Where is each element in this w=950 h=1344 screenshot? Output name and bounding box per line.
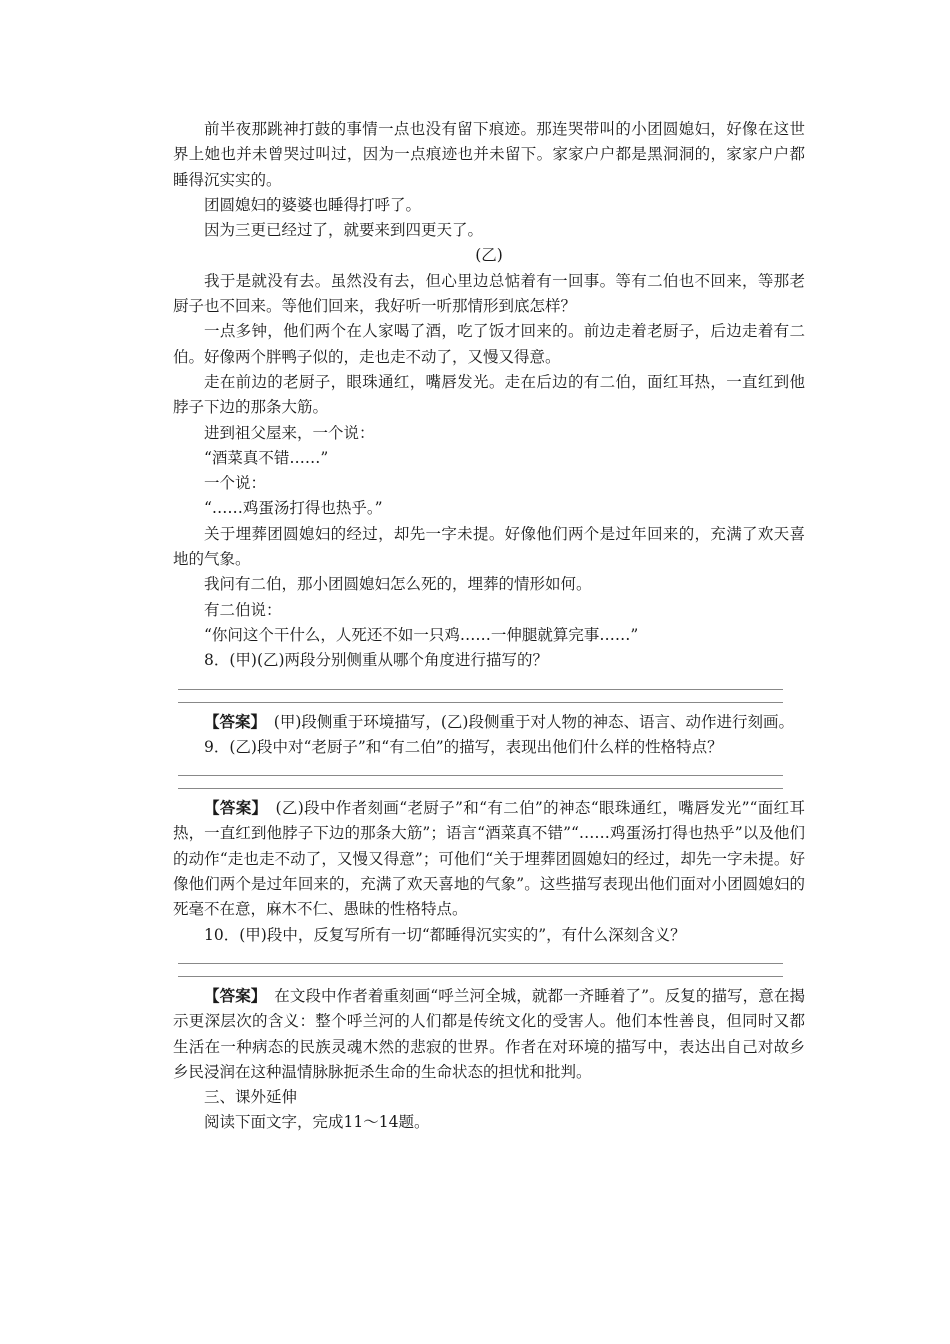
answer-line	[178, 690, 783, 703]
instruction: 阅读下面文字，完成11～14题。	[204, 1113, 430, 1132]
passage-yi-heading: (乙)	[475, 246, 503, 265]
paragraph: 一个说：	[204, 474, 267, 493]
paragraph: 因为三更已经过了，就要来到四更天了。	[204, 221, 484, 240]
answer-10	[173, 983, 805, 1085]
answer-9	[173, 795, 805, 922]
section-heading: 三、课外延伸	[204, 1088, 298, 1107]
question-8: 8．(甲)(乙)两段分别侧重从哪个角度进行描写的？	[204, 651, 549, 670]
dialogue-line: “酒菜真不错……”	[204, 448, 329, 467]
dialogue-line: “你问这个干什么，人死还不如一只鸡……一伸腿就算完事……”	[204, 625, 639, 644]
answer-tag: 【答案】	[204, 985, 259, 1005]
question-10: 10．(甲)段中，反复写所有一切“都睡得沉实实的”，有什么深刻含义？	[204, 925, 686, 944]
paragraph: 一点多钟，他们两个在人家喝了酒，吃了饭才回来的。前边走着老厨子，后边走着有二伯。好像两个胖鸭子似的，走也走不动了，又慢又得意。	[173, 322, 805, 366]
paragraph: 我于是就没有去。虽然没有去，但心里边总惦着有一回事。等有二伯也不回来，等那老厨子也不回来。等他们回来，我好听一听那情形到底怎样？	[173, 271, 805, 316]
answer-line	[178, 964, 783, 977]
answer-text: 在文段中作者着重刻画“呼兰河全城，就都一齐睡着了”。反复的描写，意在揭示更深层次的含义：整个呼兰河的人们都是传统文化的受害人。他们本性善良，但同时又都生活在一种病态的民族灵魂木然的悲寂的世界。作者在对环境的描写中，表达出自己对故乡乡民浸润在这种温情脉脉扼杀生命的生命状态的担忧和批判。	[173, 986, 805, 1081]
answer-tag: 【答案】	[204, 798, 260, 818]
paragraph: 关于埋葬团圆媳妇的经过，却先一字未提。好像他们两个是过年回来的，充满了欢天喜地的气象。	[173, 524, 805, 569]
answer-line	[178, 776, 783, 789]
paragraph: 我问有二伯，那小团圆媳妇怎么死的，埋葬的情形如何。	[204, 575, 592, 594]
paragraph: 有二伯说：	[204, 600, 282, 619]
answer-tag: 【答案】	[204, 711, 259, 731]
dialogue-line: “……鸡蛋汤打得也热乎。”	[204, 499, 383, 518]
question-9: 9．(乙)段中对“老厨子”和“有二伯”的描写，表现出他们什么样的性格特点？	[204, 737, 723, 756]
answer-8	[173, 709, 805, 735]
answer-line	[178, 763, 783, 776]
paragraph: 前半夜那跳神打鼓的事情一点也没有留下痕迹。那连哭带叫的小团圆媳妇，好像在这世界上她也并未曾哭过叫过，因为一点痕迹也并未留下。家家户户都是黑洞洞的，家家户户都睡得沉实实的。	[173, 120, 805, 189]
answer-text: (乙)段中作者刻画“老厨子”和“有二伯”的神态“眼珠通红，嘴唇发光”“面红耳热，一直红到他脖子下边的那条大筋”；语言“酒菜真不错”“……鸡蛋汤打得也热乎”以及他们的动作“走也走不动了，又慢又得意”；可他们“关于埋葬团圆媳妇的经过，却先一字未提。好像他们两个是过年回来的，充满了欢天喜地的气象”。这些描写表现出他们面对小团圆媳妇的死毫不在意，麻木不仁、愚昧的性格特点。	[173, 799, 805, 919]
paragraph: 走在前边的老厨子，眼珠通红，嘴唇发光。走在后边的有二伯，面红耳热，一直红到他脖子下边的那条大筋。	[173, 372, 805, 417]
answer-line	[178, 951, 783, 964]
paragraph: 进到祖父屋来，一个说：	[204, 423, 375, 442]
paragraph: 团圆媳妇的婆婆也睡得打呼了。	[204, 195, 422, 214]
answer-line	[178, 677, 783, 690]
answer-text: (甲)段侧重于环境描写，(乙)段侧重于对人物的神态、语言、动作进行刻画。	[258, 712, 794, 731]
